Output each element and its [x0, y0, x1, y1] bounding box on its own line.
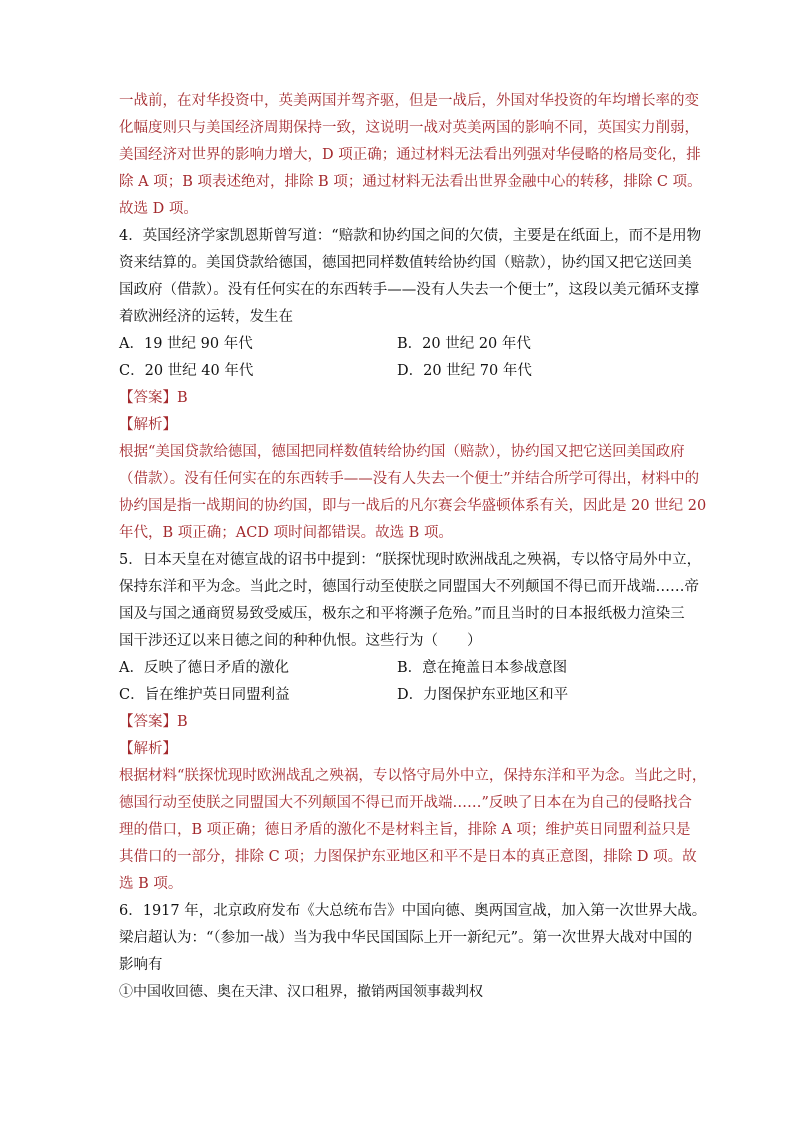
analysis-line: 根据材料“朕探忧现时欧洲战乱之殃祸，专以恪守局外中立，保持东洋和平为念。当此之时，: [119, 768, 707, 784]
question-6: [119, 898, 707, 1006]
option-d: D．20 世纪 70 年代: [397, 363, 532, 379]
question-stem-line: 保持东洋和平为念。当此之时，德国行动至使朕之同盟国大不列颠国不得已而开战端……帝: [119, 579, 699, 595]
analysis-text: [119, 763, 707, 898]
analysis-text: [119, 439, 707, 547]
text-line: 除 A 项；B 项表述绝对，排除 B 项；通过材料无法看出世界金融中心的转移，排除 C 项。: [119, 174, 702, 190]
analysis-line: 德国行动至使朕之同盟国大不列颠国不得已而开战端……”反映了日本在为自己的侵略找合: [119, 795, 692, 811]
question-stem-line: 资来结算的。美国贷款给德国，德国把同样数值转给协约国（赔款），协约国又把它送回美: [119, 255, 692, 271]
answer-label: 【答案】B: [119, 714, 188, 730]
question-5: [119, 547, 707, 898]
question-stem-line: 5．日本天皇在对德宣战的诏书中提到：“朕探忧现时欧洲战乱之殃祸，专以恪守局外中立，: [119, 552, 702, 568]
text-line: 美国经济对世界的影响力增大，D 项正确；通过材料无法看出列强对华侵略的格局变化，排: [119, 147, 701, 163]
option-d: D．力图保护东亚地区和平: [397, 687, 569, 703]
options-row: [119, 682, 679, 709]
analysis-line: （借款）。没有任何实在的东西转手——没有人失去一个便士”并结合所学可得出，材料中的: [119, 471, 700, 487]
analysis-label: 【解析】: [119, 741, 177, 757]
option-c: C．20 世纪 40 年代: [119, 363, 254, 379]
question-stem-line: 着欧洲经济的运转，发生在: [119, 309, 293, 325]
options-row: [119, 358, 679, 385]
option-a: A．19 世纪 90 年代: [119, 336, 253, 352]
analysis-line: 协约国是指一战期间的协约国，即与一战后的凡尔赛会华盛顿体系有关，因此是 20 世纪 20: [119, 498, 707, 514]
analysis-line: 年代，B 项正确；ACD 项时间都错误。故选 B 项。: [119, 525, 453, 541]
question-4: [119, 223, 707, 547]
question-stem-line: 4．英国经济学家凯恩斯曾写道：“赔款和协约国之间的欠债，主要是在纸面上，而不是用物: [119, 228, 702, 244]
document-page: [119, 88, 707, 1006]
q3-analysis-continued: [119, 88, 702, 223]
question-stem-line: 国及与国之通商贸易致受威压，极东之和平将濒子危殆。”而且当时的日本报纸极力渲染三: [119, 606, 685, 622]
question-stem-line: 国干涉还辽以来日德之间的种种仇恨。这些行为（ ）: [119, 633, 482, 649]
statement-item-1: ①中国收回德、奥在天津、汉口租界，撤销两国领事裁判权: [119, 984, 483, 1000]
answer-label: 【答案】B: [119, 390, 188, 406]
option-b: B．意在掩盖日本参战意图: [397, 660, 568, 676]
question-stem-line: 梁启超认为：“（参加一战）当为我中华民国国际上开一新纪元”。第一次世界大战对中国的: [119, 930, 693, 946]
text-line: 故选 D 项。: [119, 201, 198, 217]
question-stem-line: 6．1917 年，北京政府发布《大总统布告》中国向德、奥两国宣战，加入第一次世界大战。: [119, 903, 707, 919]
options-row: [119, 655, 679, 682]
option-b: B．20 世纪 20 年代: [397, 336, 531, 352]
text-line: 化幅度则只与美国经济周期保持一致，这说明一战对英美两国的影响不同，英国实力削弱，: [119, 120, 699, 136]
analysis-line: 理的借口，B 项正确；德日矛盾的激化不是材料主旨，排除 A 项；维护英日同盟利益只是: [119, 822, 691, 838]
analysis-label: 【解析】: [119, 417, 177, 433]
analysis-line: 其借口的一部分，排除 C 项；力图保护东亚地区和平不是日本的真正意图，排除 D 项。故: [119, 849, 697, 865]
question-stem-line: 影响有: [119, 957, 163, 973]
option-c: C．旨在维护英日同盟利益: [119, 687, 290, 703]
option-a: A．反映了德日矛盾的激化: [119, 660, 289, 676]
analysis-line: 根据“美国贷款给德国，德国把同样数值转给协约国（赔款），协约国又把它送回美国政府: [119, 444, 685, 460]
text-line: 一战前，在对华投资中，英美两国并驾齐驱，但是一战后，外国对华投资的年均增长率的变: [119, 93, 699, 109]
analysis-line: 选 B 项。: [119, 876, 183, 892]
options-row: [119, 331, 679, 358]
question-stem-line: 国政府（借款）。没有任何实在的东西转手——没有人失去一个便士”，这段以美元循环支撑: [119, 282, 700, 298]
